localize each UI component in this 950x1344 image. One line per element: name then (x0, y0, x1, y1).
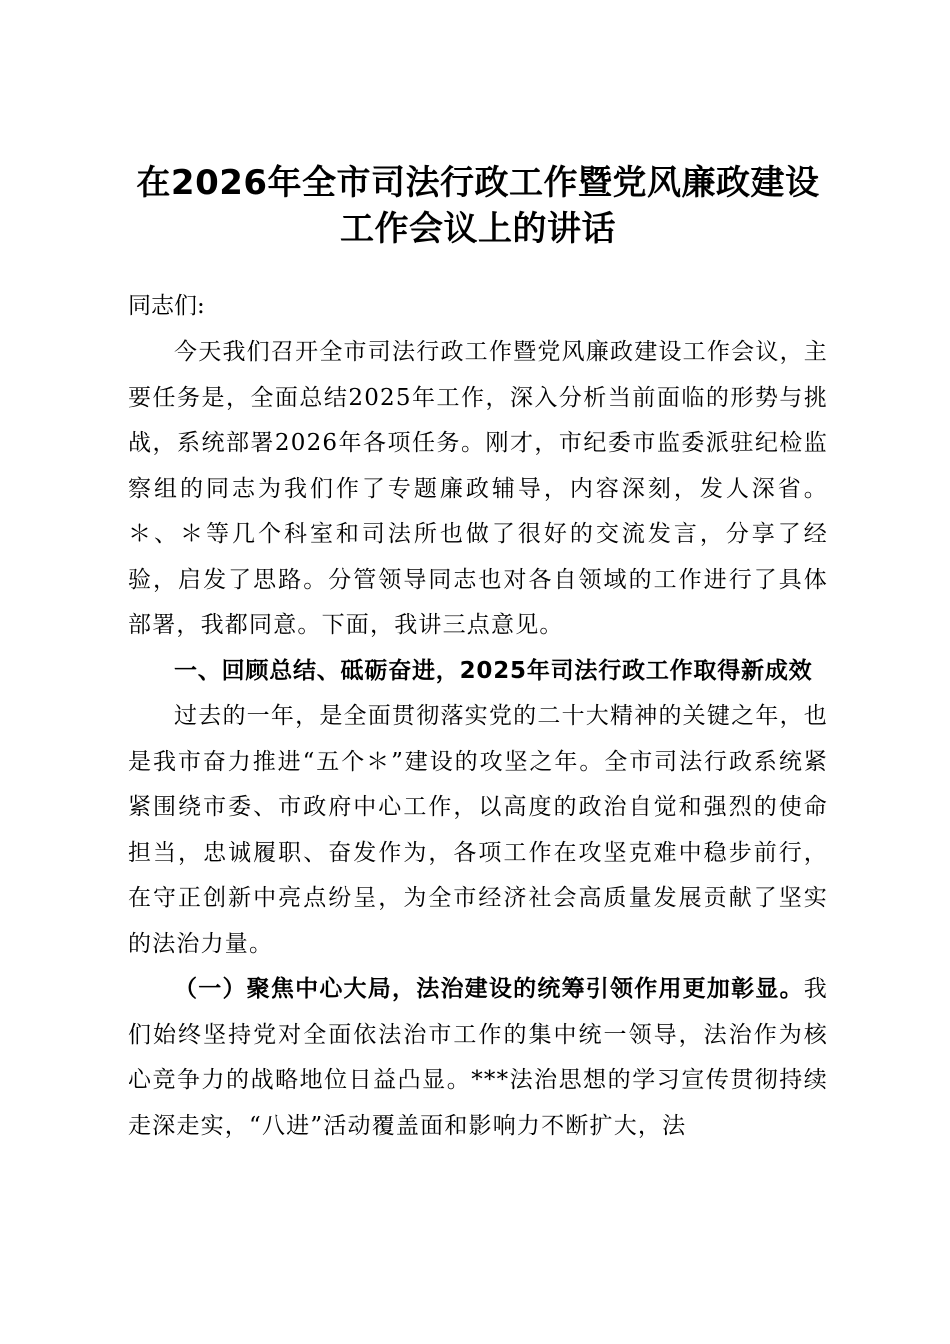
subsection-1-heading: （一）聚焦中心大局，法治建设的统筹引领作用更加彰显。 (174, 976, 804, 1002)
subsection-1-paragraph (128, 967, 828, 1149)
salutation: 同志们: (128, 293, 205, 319)
intro-paragraph: 今天我们召开全市司法行政工作暨党风廉政建设工作会议，主要任务是，全面总结2025年工作，深入分析当前面临的形势与挑战，系统部署2026年各项任务。刚才，市纪委市监委派驻纪检监察组的同志为我们作了专题廉政辅导，内容深刻，发人深省。＊、＊等几个科室和司法所也做了很好的交流发言，分享了经验，启发了思路。分管领导同志也对各自领域的工作进行了具体部署，我都同意。下面，我讲三点意见。 (128, 339, 828, 638)
section-1-heading: 一、回顾总结、砥砺奋进，2025年司法行政工作取得新成效 (174, 657, 813, 684)
section-1-paragraph: 过去的一年，是全面贯彻落实党的二十大精神的关键之年，也是我市奋力推进“五个＊”建设的攻坚之年。全市司法行政系统紧紧围绕市委、市政府中心工作，以高度的政治自觉和强烈的使命担当，忠诚履职、奋发作为，各项工作在攻坚克难中稳步前行，在守正创新中亮点纷呈，为全市经济社会高质量发展贡献了坚实的法治力量。 (128, 703, 828, 957)
subsection-1-body: 我们始终坚持党对全面依法治市工作的集中统一领导，法治作为核心竞争力的战略地位日益凸显。***法治思想的学习宣传贯彻持续走深走实，“八进”活动覆盖面和影响力不断扩大，法 (128, 976, 828, 1139)
document-title (108, 160, 848, 252)
document-page (128, 160, 828, 1149)
title-line-2: 工作会议上的讲话 (340, 209, 616, 249)
title-line-1: 在2026年全市司法行政工作暨党风廉政建设 (136, 163, 820, 203)
